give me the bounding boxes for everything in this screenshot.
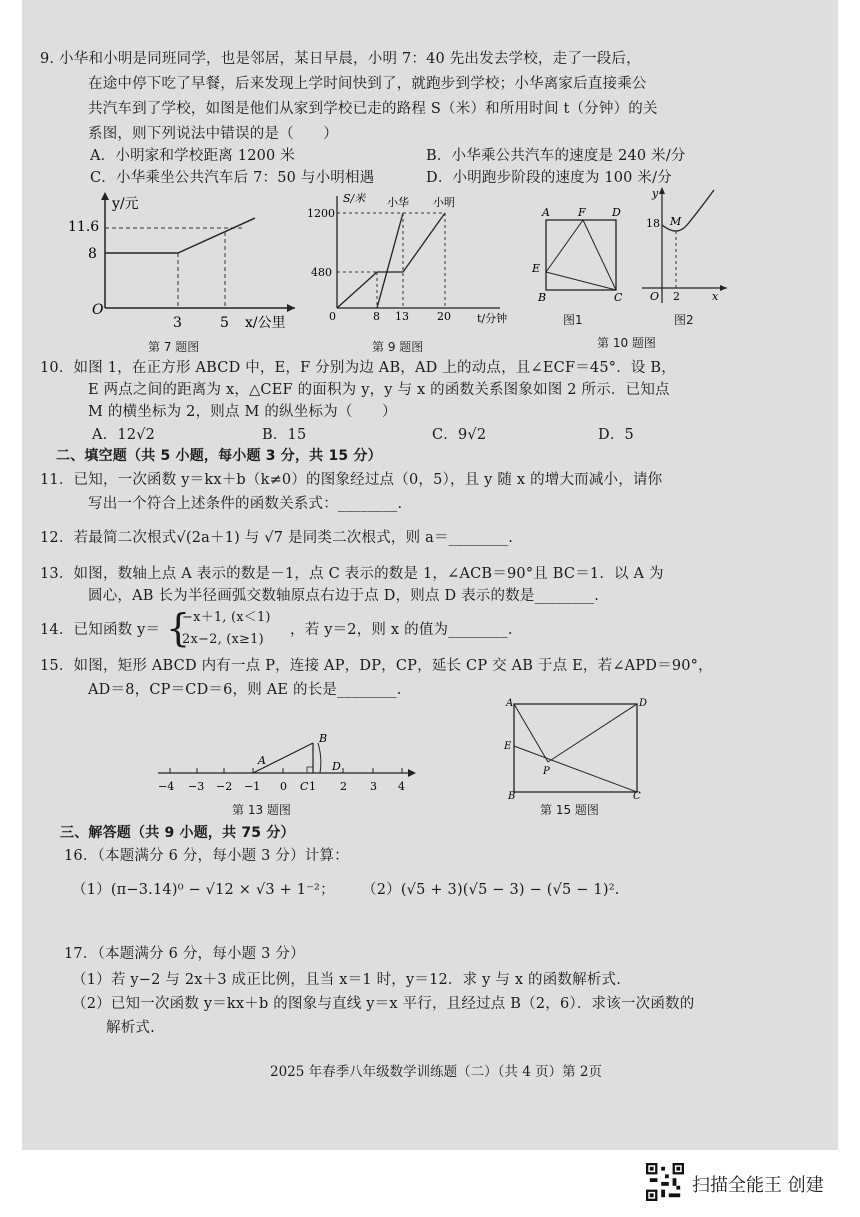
fig13-tick-1: −4 bbox=[158, 780, 175, 793]
fig13-point-d: D bbox=[332, 760, 341, 773]
q10-option-c: C．9√2 bbox=[432, 427, 487, 443]
fig7-xtick-1: 3 bbox=[173, 315, 182, 331]
q15-line-1: 15．如图，矩形 ABCD 内有一点 P，连接 AP，DP，CP，延长 CP 交 AB 于点 E，若∠APD＝90°， bbox=[40, 658, 713, 674]
fig7-ylabel: y/元 bbox=[112, 196, 139, 212]
fig15-point-e: E bbox=[504, 741, 512, 752]
q13-line-1: 13．如图，数轴上点 A 表示的数是－1，点 C 表示的数是 1，∠ACB＝90°且 BC＝1．以 A 为 bbox=[40, 566, 664, 582]
fig9-xtick-1: 8 bbox=[373, 310, 380, 323]
fig10-graph-18: 18 bbox=[646, 217, 660, 230]
fig13-tick-9: 4 bbox=[398, 780, 405, 793]
figure-9 bbox=[305, 190, 520, 330]
q10-option-a: A．12√2 bbox=[92, 427, 156, 443]
fig9-caption: 第 9 题图 bbox=[372, 340, 424, 354]
fig10-graph-y: y bbox=[652, 187, 659, 200]
fig10-sub1: 图1 bbox=[563, 313, 583, 327]
fig10-point-b: B bbox=[538, 291, 547, 304]
fig9-xtick-2: 13 bbox=[395, 310, 409, 323]
fig9-label-xiaohua: 小华 bbox=[387, 196, 409, 209]
q9-option-a: A．小明家和学校距离 1200 米 bbox=[90, 148, 295, 164]
q17-title: 17．（本题满分 6 分，每小题 3 分） bbox=[64, 946, 305, 962]
q12: 12．若最简二次根式√(2a＋1) 与 √7 是同类二次根式，则 a＝________. bbox=[40, 530, 514, 546]
fig15-point-p: P bbox=[543, 766, 550, 777]
figure-13 bbox=[150, 728, 420, 798]
q11-line-2: 写出一个符合上述条件的函数关系式：________. bbox=[88, 496, 403, 512]
fig10-point-e: E bbox=[532, 262, 541, 275]
fig9-xtick-3: 20 bbox=[437, 310, 451, 323]
fig7-origin: O bbox=[92, 302, 104, 318]
q9-line-4: 系图，则下列说法中错误的是（ ） bbox=[88, 126, 338, 142]
fig10-graph-2: 2 bbox=[673, 290, 680, 303]
fig7-ytick-2: 8 bbox=[88, 246, 97, 262]
section-2-title: 二、填空题（共 5 小题，每小题 3 分，共 15 分） bbox=[56, 448, 382, 464]
fig13-point-a: A bbox=[258, 754, 266, 767]
fig15-point-a: A bbox=[506, 698, 514, 709]
q9-option-b: B．小华乘公共汽车的速度是 240 米/分 bbox=[426, 148, 686, 164]
q9-line-2: 在途中停下吃了早餐，后来发现上学时间快到了，就跑步到学校；小华离家后直接乘公 bbox=[88, 76, 647, 92]
q11-line-1: 11．已知，一次函数 y＝kx＋b（k≠0）的图象经过点（0，5），且 y 随 x 的增大而减小，请你 bbox=[40, 472, 663, 488]
fig10-point-f: F bbox=[578, 206, 586, 219]
fig13-point-c: C bbox=[300, 780, 309, 793]
fig10-caption: 第 10 题图 bbox=[597, 336, 656, 350]
q14-suffix: ，若 y＝2，则 x 的值为________. bbox=[290, 622, 513, 638]
fig10-graph-m: M bbox=[670, 215, 682, 228]
fig9-label-xiaoming: 小明 bbox=[433, 196, 455, 209]
fig15-point-c: C bbox=[633, 791, 641, 802]
q10-line-3: M 的横坐标为 2，则点 M 的纵坐标为（ ） bbox=[88, 404, 397, 420]
fig13-tick-6: 1 bbox=[309, 780, 316, 793]
q14-case-1: −x＋1, (x＜1) bbox=[182, 610, 271, 625]
fig13-tick-7: 2 bbox=[340, 780, 347, 793]
fig13-tick-5: 0 bbox=[280, 780, 287, 793]
q9-line-1: 9. 小华和小明是同班同学，也是邻居，某日早晨，小明 7：40 先出发去学校，走了一段后， bbox=[40, 51, 641, 67]
fig9-origin: 0 bbox=[329, 310, 336, 323]
q10-line-2: E 两点之间的距离为 x，△CEF 的面积为 y，y 与 x 的函数关系图象如图 2 所示．已知点 bbox=[88, 382, 670, 398]
scanner-brand-label: 扫描全能王 创建 bbox=[692, 1175, 824, 1196]
section-3-title: 三、解答题（共 9 小题，共 75 分） bbox=[60, 825, 295, 841]
fig13-point-b: B bbox=[319, 732, 328, 745]
fig10-point-a: A bbox=[542, 206, 550, 219]
figure-7 bbox=[68, 188, 300, 333]
fig7-ytick-1: 11.6 bbox=[68, 219, 100, 235]
q9-option-c: C．小华乘坐公共汽车后 7：50 与小明相遇 bbox=[90, 170, 375, 186]
qr-code-icon bbox=[646, 1163, 684, 1201]
fig13-caption: 第 13 题图 bbox=[232, 803, 291, 817]
q10-option-d: D．5 bbox=[598, 427, 634, 443]
q10-option-b: B．15 bbox=[262, 427, 307, 443]
q16-part-2: （2）(√5 + 3)(√5 − 3) − (√5 − 1)². bbox=[362, 882, 620, 898]
q17-part-1: （1）若 y−2 与 2x＋3 成正比例，且当 x＝1 时，y＝12．求 y 与 x 的函数解析式. bbox=[72, 972, 622, 988]
fig9-xlabel: t/分钟 bbox=[477, 312, 508, 325]
q9-option-d: D．小明跑步阶段的速度为 100 米/分 bbox=[426, 170, 672, 186]
q15-line-2: AD＝8，CP＝CD＝6，则 AE 的长是________. bbox=[88, 682, 402, 698]
fig9-ytick-1: 1200 bbox=[307, 207, 335, 220]
fig10-sub2: 图2 bbox=[674, 313, 694, 327]
fig10-graph-o: O bbox=[650, 290, 660, 303]
fig10-point-c: C bbox=[614, 291, 623, 304]
fig13-tick-8: 3 bbox=[370, 780, 377, 793]
fig10-point-d: D bbox=[612, 206, 621, 219]
q17-part-2-cont: 解析式. bbox=[106, 1020, 155, 1036]
fig9-ylabel: S/米 bbox=[343, 192, 366, 205]
fig7-xlabel: x/公里 bbox=[245, 315, 286, 331]
q10-line-1: 10．如图 1，在正方形 ABCD 中，E，F 分别为边 AB，AD 上的动点，且∠ECF＝45°．设 B， bbox=[40, 360, 676, 376]
fig13-tick-4: −1 bbox=[244, 780, 261, 793]
q9-line-3: 共汽车到了学校，如图是他们从家到学校已走的路程 S（米）和所用时间 t（分钟）的关 bbox=[88, 101, 658, 117]
fig15-caption: 第 15 题图 bbox=[540, 803, 599, 817]
fig15-point-d: D bbox=[639, 698, 648, 709]
q14-prefix: 14．已知函数 y＝ bbox=[40, 622, 161, 638]
q17-part-2: （2）已知一次函数 y＝kx＋b 的图象与直线 y＝x 平行，且经过点 B（2，6）．求该一次函数的 bbox=[72, 996, 695, 1012]
fig15-point-b: B bbox=[508, 791, 516, 802]
fig9-ytick-2: 480 bbox=[311, 266, 332, 279]
q14-case-2: 2x−2, (x≥1) bbox=[182, 632, 264, 647]
fig7-xtick-2: 5 bbox=[220, 315, 229, 331]
figure-10-graph bbox=[632, 185, 732, 310]
fig7-caption: 第 7 题图 bbox=[148, 340, 200, 354]
fig13-tick-2: −3 bbox=[188, 780, 205, 793]
fig10-graph-x: x bbox=[712, 290, 719, 303]
figure-15 bbox=[500, 694, 660, 804]
page-footer: 2025 年春季八年级数学训练题（二）（共 4 页）第 2页 bbox=[270, 1064, 602, 1080]
fig13-tick-3: −2 bbox=[216, 780, 233, 793]
q14-brace: { bbox=[166, 606, 191, 650]
q16-title: 16．（本题满分 6 分，每小题 3 分）计算： bbox=[64, 848, 349, 864]
q16-part-1: （1）(π−3.14)⁰ − √12 × √3 + 1⁻²； bbox=[72, 882, 335, 898]
q13-line-2: 圆心，AB 长为半径画弧交数轴原点右边于点 D，则点 D 表示的数是________. bbox=[88, 588, 600, 604]
figure-10-square bbox=[530, 200, 630, 310]
